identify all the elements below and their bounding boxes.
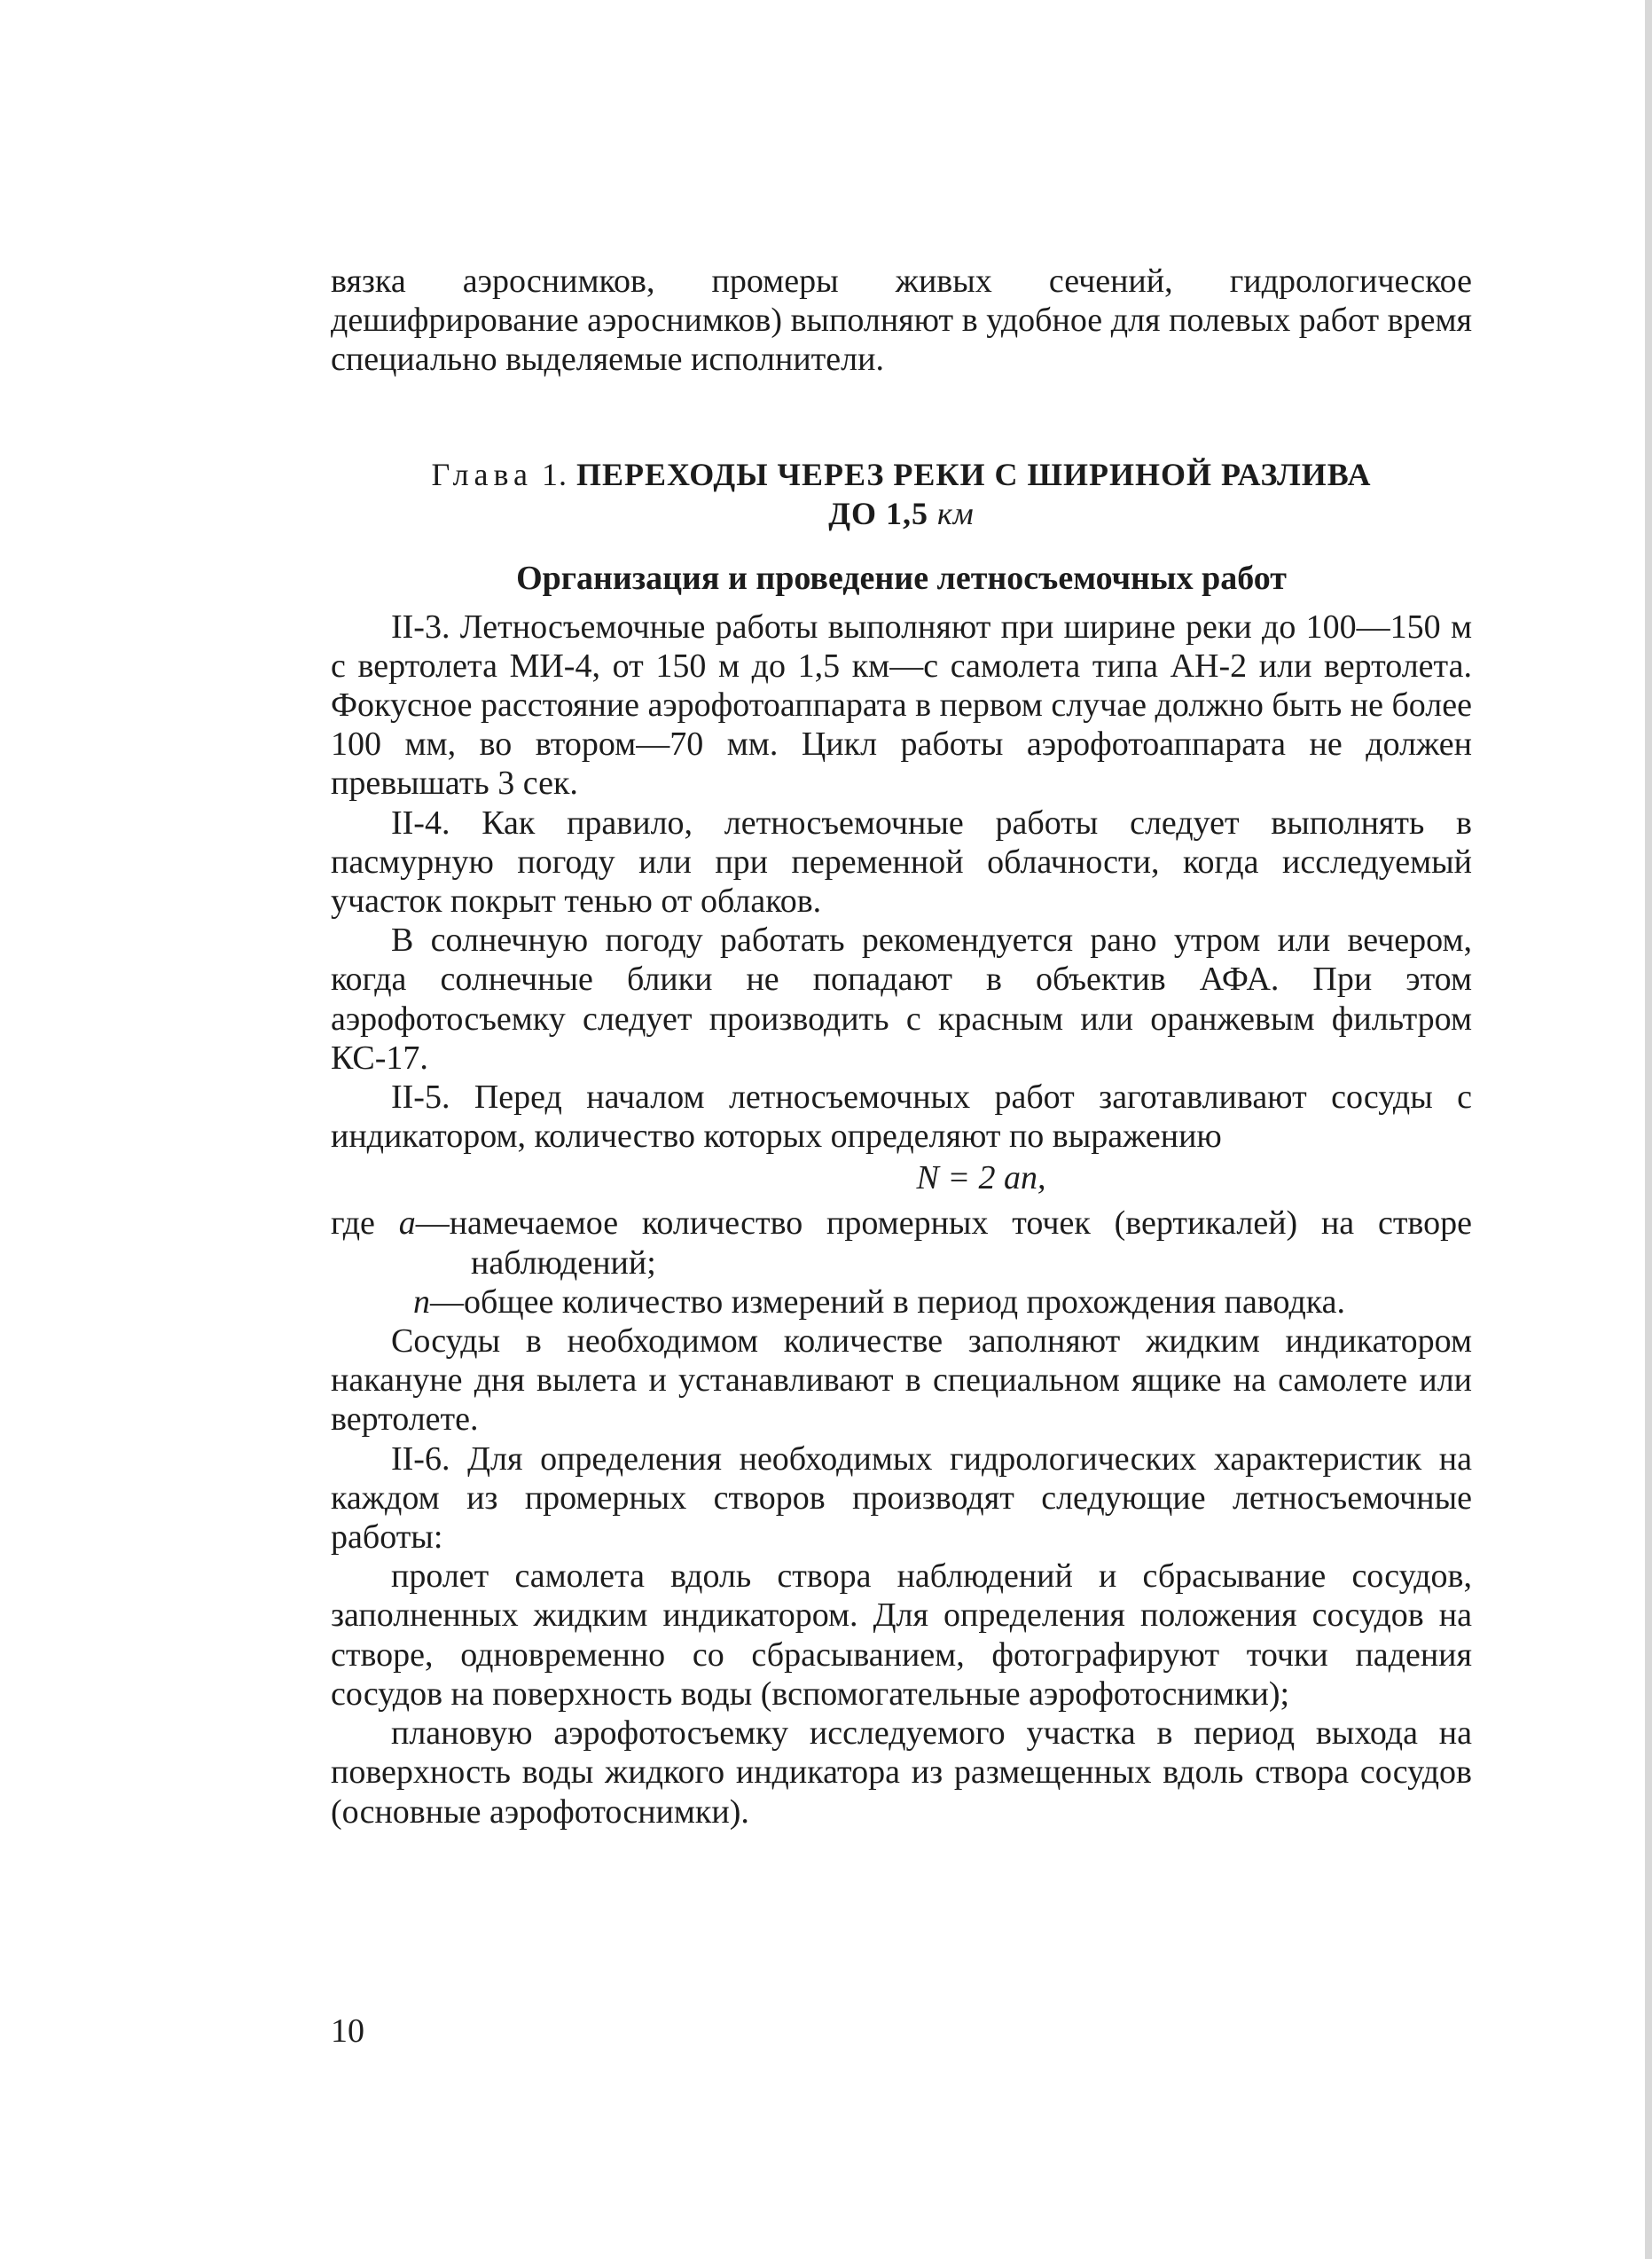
chapter-title-line2: ДО 1,5 <box>828 495 928 531</box>
section-heading: Организация и проведение летносъемочных работ <box>516 559 1287 597</box>
paragraph-ii-3: II-3. Летносъемочные работы выполняют при ширине реки до 100—150 м с вертолета МИ-4, от 150 м до 1,5 км—с самолета типа АН-2 или вертолета. Фокусное расстояние аэрофотоаппарата в первом случае должно быть не более 100 мм, во втором—70 мм. Цикл работы аэрофотоаппарата не должен превышать 3 сек. <box>331 608 1472 803</box>
formula: N = 2 an, <box>916 1159 1046 1197</box>
definition-prefix: где <box>331 1204 399 1243</box>
page-number: 10 <box>331 2012 364 2050</box>
variable-a: a <box>398 1204 416 1243</box>
chapter-title-unit: км <box>936 495 975 531</box>
chapter-label: Глава <box>431 456 534 492</box>
definition-a-text: —намечаемое количество промерных точек (вертикалей) на створе наблюдений; <box>415 1204 1472 1282</box>
paragraph-ii-5: II-5. Перед началом летносъемочных работ заготавливают сосуды с индикатором, количество которых определяют по выражению <box>331 1079 1472 1156</box>
chapter-heading <box>331 455 1472 533</box>
scan-right-edge <box>1645 0 1652 2259</box>
paragraph-sunny-weather: В солнечную погоду работать рекомендуется рано утром или вечером, когда солнечные блики не попадают в объектив АФА. При этом аэрофотосъемку следует производить с красным или оранжевым фильтром КС-17. <box>331 922 1472 1077</box>
definition-a <box>331 1204 1472 1282</box>
chapter-title: ПЕРЕХОДЫ ЧЕРЕЗ РЕКИ С ШИРИНОЙ РАЗЛИВА <box>576 456 1372 492</box>
paragraph-vessels: Сосуды в необходимом количестве заполняют жидким индикатором накануне дня вылета и устанавливают в специальном ящике на самолете или вертолете. <box>331 1322 1472 1439</box>
variable-n: n <box>413 1282 430 1321</box>
paragraph-survey: плановую аэрофотосъемку исследуемого участка в период выхода на поверхность воды жидкого индикатора из размещенных вдоль створа сосудов (основные аэрофотоснимки). <box>331 1714 1472 1831</box>
paragraph-ii-4: II-4. Как правило, летносъемочные работы следует выполнять в пасмурную погоду или при переменной облачности, когда исследуемый участок покрыт тенью от облаков. <box>331 804 1472 921</box>
paragraph-flight: пролет самолета вдоль створа наблюдений и сбрасывание сосудов, заполненных жидким индикатором. Для определения положения сосудов на створе, одновременно со сбрасыванием, фотографируют точки падения сосудов на поверхность воды (вспомогательные аэрофотоснимки); <box>331 1557 1472 1713</box>
continuation-paragraph: вязка аэроснимков, промеры живых сечений, гидрологическое дешифрирование аэроснимков) выполняют в удобное для полевых работ время специально выделяемые исполнители. <box>331 263 1472 379</box>
definition-n-text: —общее количество измерений в период прохождения паводка. <box>430 1282 1346 1321</box>
definition-n <box>331 1282 1472 1322</box>
paragraph-ii-6: II-6. Для определения необходимых гидрологических характеристик на каждом из промерных створов производят следующие летносъемочные работы: <box>331 1439 1472 1557</box>
chapter-number: 1. <box>542 456 568 492</box>
document-page <box>331 262 1472 1832</box>
